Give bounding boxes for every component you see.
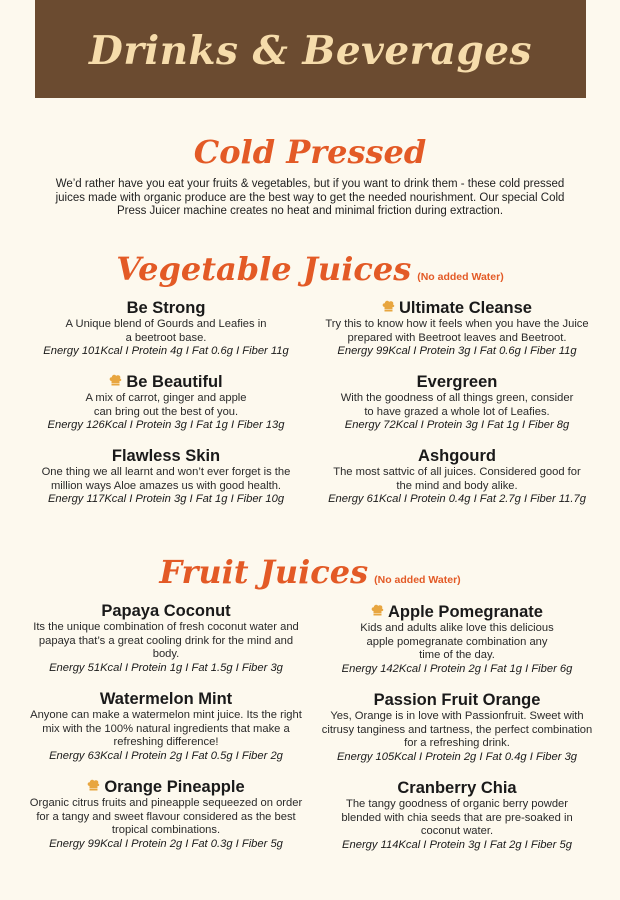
item-name xyxy=(317,779,597,798)
menu-item xyxy=(317,779,597,852)
item-name xyxy=(317,603,597,622)
item-nutrition: Energy 117Kcal I Protein 3g I Fat 1g I Fiber 10g xyxy=(47,493,285,505)
chef-hat-icon xyxy=(109,374,122,386)
vegetable-section-header xyxy=(0,250,620,288)
item-description: With the goodness of all things green, consider to have grazed a whole lot of Leafies. xyxy=(340,392,574,418)
chef-hat-icon xyxy=(382,300,395,312)
item-description: The tangy goodness of organic berry powder blended with chia seeds that are pre-soaked in coconut water. xyxy=(341,798,573,837)
item-nutrition: Energy 63Kcal I Protein 2g I Fat 0.5g I Fiber 2g xyxy=(49,749,283,762)
item-description: A Unique blend of Gourds and Leafies in a beetroot base. xyxy=(65,318,267,344)
vegetable-section-note: (No added Water) xyxy=(417,271,504,283)
fruit-section-note: (No added Water) xyxy=(374,574,461,586)
item-name xyxy=(26,299,306,318)
item-description: Yes, Orange is in love with Passionfruit. Sweet with citrusy tanginess and tartness, the perfect combination for a refreshing drink. xyxy=(321,710,593,749)
menu-item xyxy=(26,373,306,433)
fruit-section-title: Fruit Juices xyxy=(159,553,369,591)
menu-item xyxy=(317,603,597,676)
item-name-text: Be Strong xyxy=(126,299,206,317)
menu-item xyxy=(26,602,306,675)
cold-pressed-intro: We’d rather have you eat your fruits & vegetables, but if you want to drink them - these cold pressed juices made with organic produce are the best way to get the needed nourishment. Our special Cold Press Juicer machine creates no heat and minimal friction during extraction. xyxy=(55,178,565,217)
item-name-text: Watermelon Mint xyxy=(99,690,233,708)
item-name xyxy=(317,447,597,466)
item-name xyxy=(317,691,597,710)
fruit-section-header xyxy=(0,553,620,591)
item-name-text: Ashgourd xyxy=(418,447,496,465)
menu-item xyxy=(317,373,597,433)
chef-hat-icon xyxy=(87,779,100,791)
item-nutrition: Energy 114Kcal I Protein 3g I Fat 2g I Fiber 5g xyxy=(342,838,572,851)
item-name xyxy=(26,373,306,392)
header-banner xyxy=(35,0,586,98)
item-nutrition: Energy 101Kcal I Protein 4g I Fat 0.6g I Fiber 11g xyxy=(43,345,289,357)
item-name xyxy=(26,690,306,709)
item-name-text: Passion Fruit Orange xyxy=(373,691,541,709)
item-name xyxy=(317,299,597,318)
item-nutrition: Energy 51Kcal I Protein 1g I Fat 1.5g I Fiber 3g xyxy=(49,661,283,674)
chef-hat-icon xyxy=(371,604,384,616)
item-description: The most sattvic of all juices. Considered good for the mind and body alike. xyxy=(333,466,581,492)
item-nutrition: Energy 72Kcal I Protein 3g I Fat 1g I Fiber 8g xyxy=(344,419,570,431)
item-name-text: Ultimate Cleanse xyxy=(399,299,532,317)
item-description: Anyone can make a watermelon mint juice. Its the right mix with the 100% natural ingredients that make a refreshing difference! xyxy=(30,709,302,748)
item-nutrition: Energy 61Kcal I Protein 0.4g I Fat 2.7g I Fiber 11.7g xyxy=(328,493,586,505)
menu-item xyxy=(26,778,306,851)
menu-item xyxy=(26,299,306,359)
menu-item xyxy=(317,299,597,359)
item-nutrition: Energy 99Kcal I Protein 3g I Fat 0.6g I Fiber 11g xyxy=(337,345,577,357)
item-description: Try this to know how it feels when you have the Juice prepared with Beetroot leaves and Beetroot. xyxy=(325,318,589,344)
page-title: Drinks & Beverages xyxy=(89,28,532,74)
item-nutrition: Energy 99Kcal I Protein 2g I Fat 0.3g I Fiber 5g xyxy=(49,837,283,850)
item-name xyxy=(26,778,306,797)
item-name xyxy=(26,602,306,621)
item-description: One thing we all learnt and won’t ever forget is the million ways Aloe amazes us with good health. xyxy=(41,466,291,492)
item-nutrition: Energy 126Kcal I Protein 3g I Fat 1g I Fiber 13g xyxy=(47,419,285,431)
menu-item xyxy=(26,690,306,763)
cold-pressed-title: Cold Pressed xyxy=(193,133,427,171)
item-nutrition: Energy 142Kcal I Protein 2g I Fat 1g I Fiber 6g xyxy=(341,662,573,675)
item-name xyxy=(317,373,597,392)
item-name-text: Evergreen xyxy=(416,373,498,391)
item-name-text: Flawless Skin xyxy=(111,447,221,465)
item-name-text: Papaya Coconut xyxy=(101,602,231,620)
item-name-text: Orange Pineapple xyxy=(104,778,245,796)
item-description: Kids and adults alike love this delicious apple pomegranate combination any time of the day. xyxy=(360,622,554,661)
item-name-text: Apple Pomegranate xyxy=(388,603,543,621)
item-name-text: Cranberry Chia xyxy=(397,779,517,797)
menu-item xyxy=(26,447,306,507)
item-name-text: Be Beautiful xyxy=(126,373,223,391)
item-nutrition: Energy 105Kcal I Protein 2g I Fat 0.4g I Fiber 3g xyxy=(336,750,578,763)
item-name xyxy=(26,447,306,466)
item-description: Its the unique combination of fresh coconut water and papaya that’s a great cooling drink for the mind and body. xyxy=(33,621,299,660)
menu-item xyxy=(317,447,597,507)
item-description: A mix of carrot, ginger and apple can bring out the best of you. xyxy=(85,392,247,418)
vegetable-section-title: Vegetable Juices xyxy=(116,250,412,288)
item-description: Organic citrus fruits and pineapple sequeezed on order for a tangy and sweet flavour considered as the best tropical combinations. xyxy=(29,797,303,836)
menu-item xyxy=(317,691,597,764)
